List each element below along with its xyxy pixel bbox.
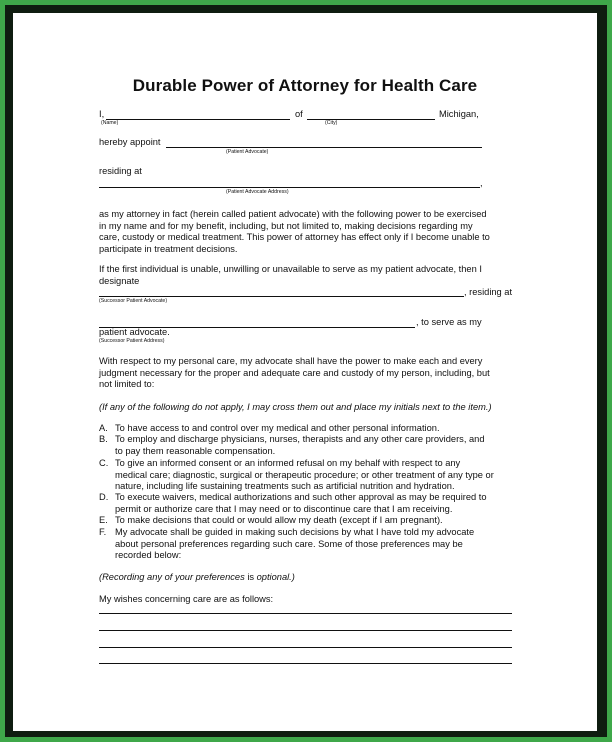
paragraph-line: judgment necessary for the proper and adequate care and custody of my person, including, but [99,367,490,378]
name-field[interactable] [106,119,290,120]
paragraph-line: care, custody or medical treatment. This power of attorney has effect only if I become unable to [99,232,490,242]
michigan-label: Michigan, [439,109,479,119]
list-item-line: to pay them reasonable compensation. [115,445,276,456]
successor-paragraph [99,264,482,287]
successor-advocate-field[interactable] [99,296,464,297]
power-item-b [115,434,485,457]
power-letter-c: C. [99,458,109,468]
power-item-d [115,492,487,515]
address-comma: , [480,178,483,188]
document-title: Durable Power of Attorney for Health Care [132,76,478,95]
power-letter-d: D. [99,492,109,502]
list-item-line: To execute waivers, medical authorizations and such other approval as may be required to [115,492,487,502]
wishes-line[interactable] [99,663,512,664]
personal-care-paragraph [99,356,490,391]
patient-advocate-field[interactable] [166,147,482,148]
list-item-line: recorded below: [115,550,182,560]
document-page [13,13,597,731]
i-label: I, [99,109,105,119]
name-caption: (Name) [101,120,119,126]
wishes-label: My wishes concerning care are as follows: [99,594,274,604]
list-item-line: To make decisions that could or would allow my death (except if I am pregnant). [115,515,443,525]
residing-label: residing at [99,166,142,176]
power-letter-f: F. [99,527,107,537]
patient-advocate-caption: (Patient Advocate) [226,149,269,155]
wishes-line[interactable] [99,630,512,631]
recording-note-suffix: optional.) [254,572,295,582]
serve-label: , to serve as my [416,317,482,327]
list-item-line: To have access to and control over my medical and other personal information. [115,423,440,433]
advocate-address-caption: (Patient Advocate Address) [226,189,289,195]
cross-out-note: (If any of the following do not apply, I may cross them out and place my initials next to the item.) [99,402,492,412]
paragraph-line: designate [99,275,140,286]
power-letter-b: B. [99,434,108,444]
successor-address-caption: (Successor Patient Address) [99,338,165,344]
successor-advocate-caption: (Successor Patient Advocate) [99,298,168,304]
wishes-line[interactable] [99,613,512,614]
intro-paragraph [99,209,490,255]
power-letter-a: A. [99,423,108,433]
list-item-line: To give an informed consent or an informed refusal on my behalf with respect to any [115,458,461,468]
power-item-a [115,423,440,435]
paragraph-line: With respect to my personal care, my advocate shall have the power to make each and every [99,356,483,366]
list-item-line: To employ and discharge physicians, nurses, therapists and any other care providers, and [115,434,485,444]
list-item-line: My advocate shall be guided in making such decisions by what I have told my advocate [115,527,475,537]
list-item-line: about personal preferences regarding such care. Some of those preferences may be [115,538,463,549]
list-item-line: nature, including life sustaining treatments such as artificial nutrition and hydration. [115,481,455,491]
appoint-label: hereby appoint [99,137,161,147]
paragraph-line: not limited to: [99,379,155,389]
paragraph-line: participate in treatment decisions. [99,243,238,254]
list-item-line: permit or authorize care that I may need or to discontinue care that I am receiving. [115,503,453,514]
advocate-address-field[interactable] [99,187,480,188]
of-label: of [295,109,303,119]
paragraph-line: in my name and for my benefit, including, but not limited to, making decisions regarding my [99,220,473,231]
paragraph-line: as my attorney in fact (herein called patient advocate) with the following power to be exercised [99,209,487,219]
power-item-f [115,527,474,562]
power-letter-e: E. [99,515,108,525]
recording-note-is: is [247,572,255,582]
recording-note [99,572,295,584]
power-item-e [115,515,443,527]
city-caption: (City) [325,120,338,126]
recording-note-prefix: (Recording any of your preferences [99,572,248,582]
list-item-line: medical care; diagnostic, surgical or therapeutic procedure; or other treatment of any type or [115,469,494,480]
paragraph-line: If the first individual is unable, unwilling or unavailable to serve as my patient advocate, then I [99,264,482,274]
successor-residing-label: , residing at [464,287,513,297]
patient-advocate-label: patient advocate. [99,327,170,337]
wishes-line[interactable] [99,647,512,648]
power-item-c [115,458,494,493]
